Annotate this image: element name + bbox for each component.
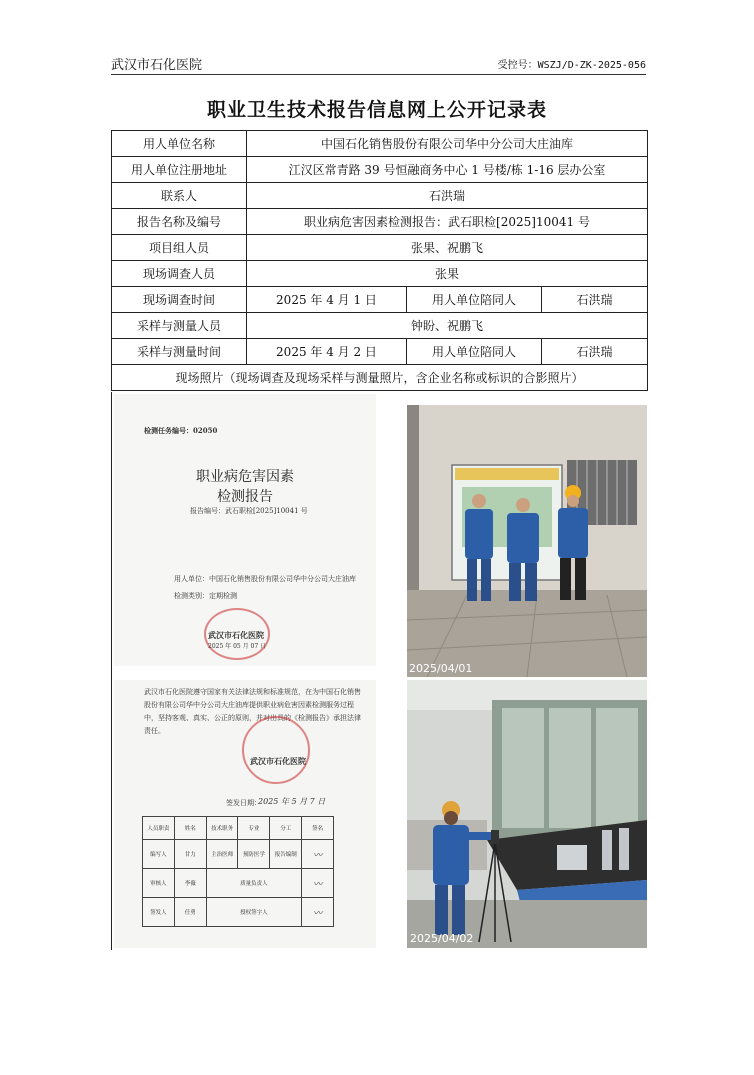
table-row <box>112 131 648 157</box>
table-cell: 签发人 <box>143 898 175 927</box>
table-row <box>112 313 648 339</box>
statement-text: 武汉市石化医院遵守国家有关法律法规和标准规范，在为中国石化销售股份有限公司华中分公司大庄油库提供职业病危害因素检测服务过程中，坚持客观、真实、公正的原则，并对出具的《检测报告》承担法律责任。 <box>144 688 361 735</box>
th-sign: 签名 <box>302 817 334 840</box>
table-row <box>143 898 334 927</box>
table-cell: 甘力 <box>174 840 206 869</box>
photo-area <box>111 392 648 950</box>
task-number: 检测任务编号：02050 <box>144 426 218 435</box>
table-row <box>112 183 648 209</box>
team-value: 张果、祝鹏飞 <box>247 235 648 261</box>
record-table <box>111 130 648 391</box>
statement-seal-text: 武汉市石化医院 <box>250 756 306 766</box>
table-row <box>143 869 334 898</box>
report-label: 报告名称及编号 <box>112 209 247 235</box>
statement-seal <box>242 716 310 784</box>
sign-date-label: 签发日期： <box>226 799 261 807</box>
signature: 〰 <box>302 840 334 869</box>
cover-title-1: 职业病危害因素 <box>196 469 294 485</box>
statement-page-photo <box>114 680 376 948</box>
address-label: 用人单位注册地址 <box>112 157 247 183</box>
table-row <box>112 261 648 287</box>
survey-escort-label: 用人单位陪同人 <box>407 287 542 313</box>
table-row <box>112 287 648 313</box>
signature: 〰 <box>302 869 334 898</box>
survey-staff-value: 张果 <box>247 261 648 287</box>
cover-title-2: 检测报告 <box>217 489 273 505</box>
survey-staff-label: 现场调查人员 <box>112 261 247 287</box>
contact-label: 联系人 <box>112 183 247 209</box>
th-duty: 分工 <box>270 817 302 840</box>
sampling-time-value: 2025 年 4 月 2 日 <box>247 339 407 365</box>
photo1-date: 2025/04/01 <box>409 662 473 675</box>
table-cell: 李薇 <box>174 869 206 898</box>
table-cell: 审核人 <box>143 869 175 898</box>
table-cell: 编写人 <box>143 840 175 869</box>
table-row <box>112 235 648 261</box>
table-row <box>143 817 334 840</box>
survey-time-value: 2025 年 4 月 1 日 <box>247 287 407 313</box>
table-cell: 质量负责人 <box>206 869 301 898</box>
table-row <box>112 209 648 235</box>
th-name: 姓名 <box>174 817 206 840</box>
table-cell: 授权签字人 <box>206 898 301 927</box>
sampling-staff-label: 采样与测量人员 <box>112 313 247 339</box>
personnel-table <box>142 816 334 927</box>
table-cell: 主治医师 <box>206 840 238 869</box>
signature: 〰 <box>302 898 334 927</box>
table-row <box>112 365 648 391</box>
group-photo-scene <box>407 405 647 677</box>
handwritten-date: 2025 年 5 月 7 日 <box>258 797 326 806</box>
team-label: 项目组人员 <box>112 235 247 261</box>
survey-escort-value: 石洪瑞 <box>542 287 648 313</box>
survey-time-label: 现场调查时间 <box>112 287 247 313</box>
table-row <box>112 339 648 365</box>
seal-text: 武汉市石化医院 <box>208 630 264 640</box>
cover-report-no: 报告编号：武石职检[2025]10041 号 <box>190 507 308 515</box>
photo2-date: 2025/04/02 <box>410 932 474 945</box>
table-row <box>112 157 648 183</box>
header-org: 武汉市石化医院 <box>111 58 203 73</box>
company-label: 用人单位名称 <box>112 131 247 157</box>
page-title: 职业卫生技术报告信息网上公开记录表 <box>206 99 547 121</box>
photo-caption: 现场照片（现场调查及现场采样与测量照片，含企业名称或标识的合影照片） <box>112 365 648 391</box>
page-header <box>111 52 646 75</box>
cover-unit: 用人单位：中国石化销售股份有限公司华中分公司大庄油库 <box>174 575 356 583</box>
header-ref: 受控号：WSZJ/D-ZK-2025-056 <box>497 60 646 71</box>
cover-type: 检测类别：定期检测 <box>174 592 237 600</box>
sampling-staff-value: 钟盼、祝鹏飞 <box>247 313 648 339</box>
contact-value: 石洪瑞 <box>247 183 648 209</box>
table-cell: 预防医学 <box>238 840 270 869</box>
company-value: 中国石化销售股份有限公司华中分公司大庄油库 <box>247 131 648 157</box>
report-value: 职业病危害因素检测报告：武石职检[2025]10041 号 <box>247 209 648 235</box>
table-row <box>143 840 334 869</box>
th-role: 人员职责 <box>143 817 175 840</box>
table-cell: 任勇 <box>174 898 206 927</box>
th-major: 专业 <box>238 817 270 840</box>
sampling-escort-label: 用人单位陪同人 <box>407 339 542 365</box>
sampling-time-label: 采样与测量时间 <box>112 339 247 365</box>
th-title: 技术职务 <box>206 817 238 840</box>
sampling-escort-value: 石洪瑞 <box>542 339 648 365</box>
seal-date: 2025 年 05 月 07 日 <box>208 643 267 650</box>
site-survey-photo <box>407 405 647 677</box>
sampling-photo <box>407 680 647 948</box>
lab-photo-scene <box>407 680 647 948</box>
report-cover-photo <box>114 394 376 666</box>
address-value: 江汉区常青路 39 号恒融商务中心 1 号楼/栋 1-16 层办公室 <box>247 157 648 183</box>
table-cell: 报告编制 <box>270 840 302 869</box>
